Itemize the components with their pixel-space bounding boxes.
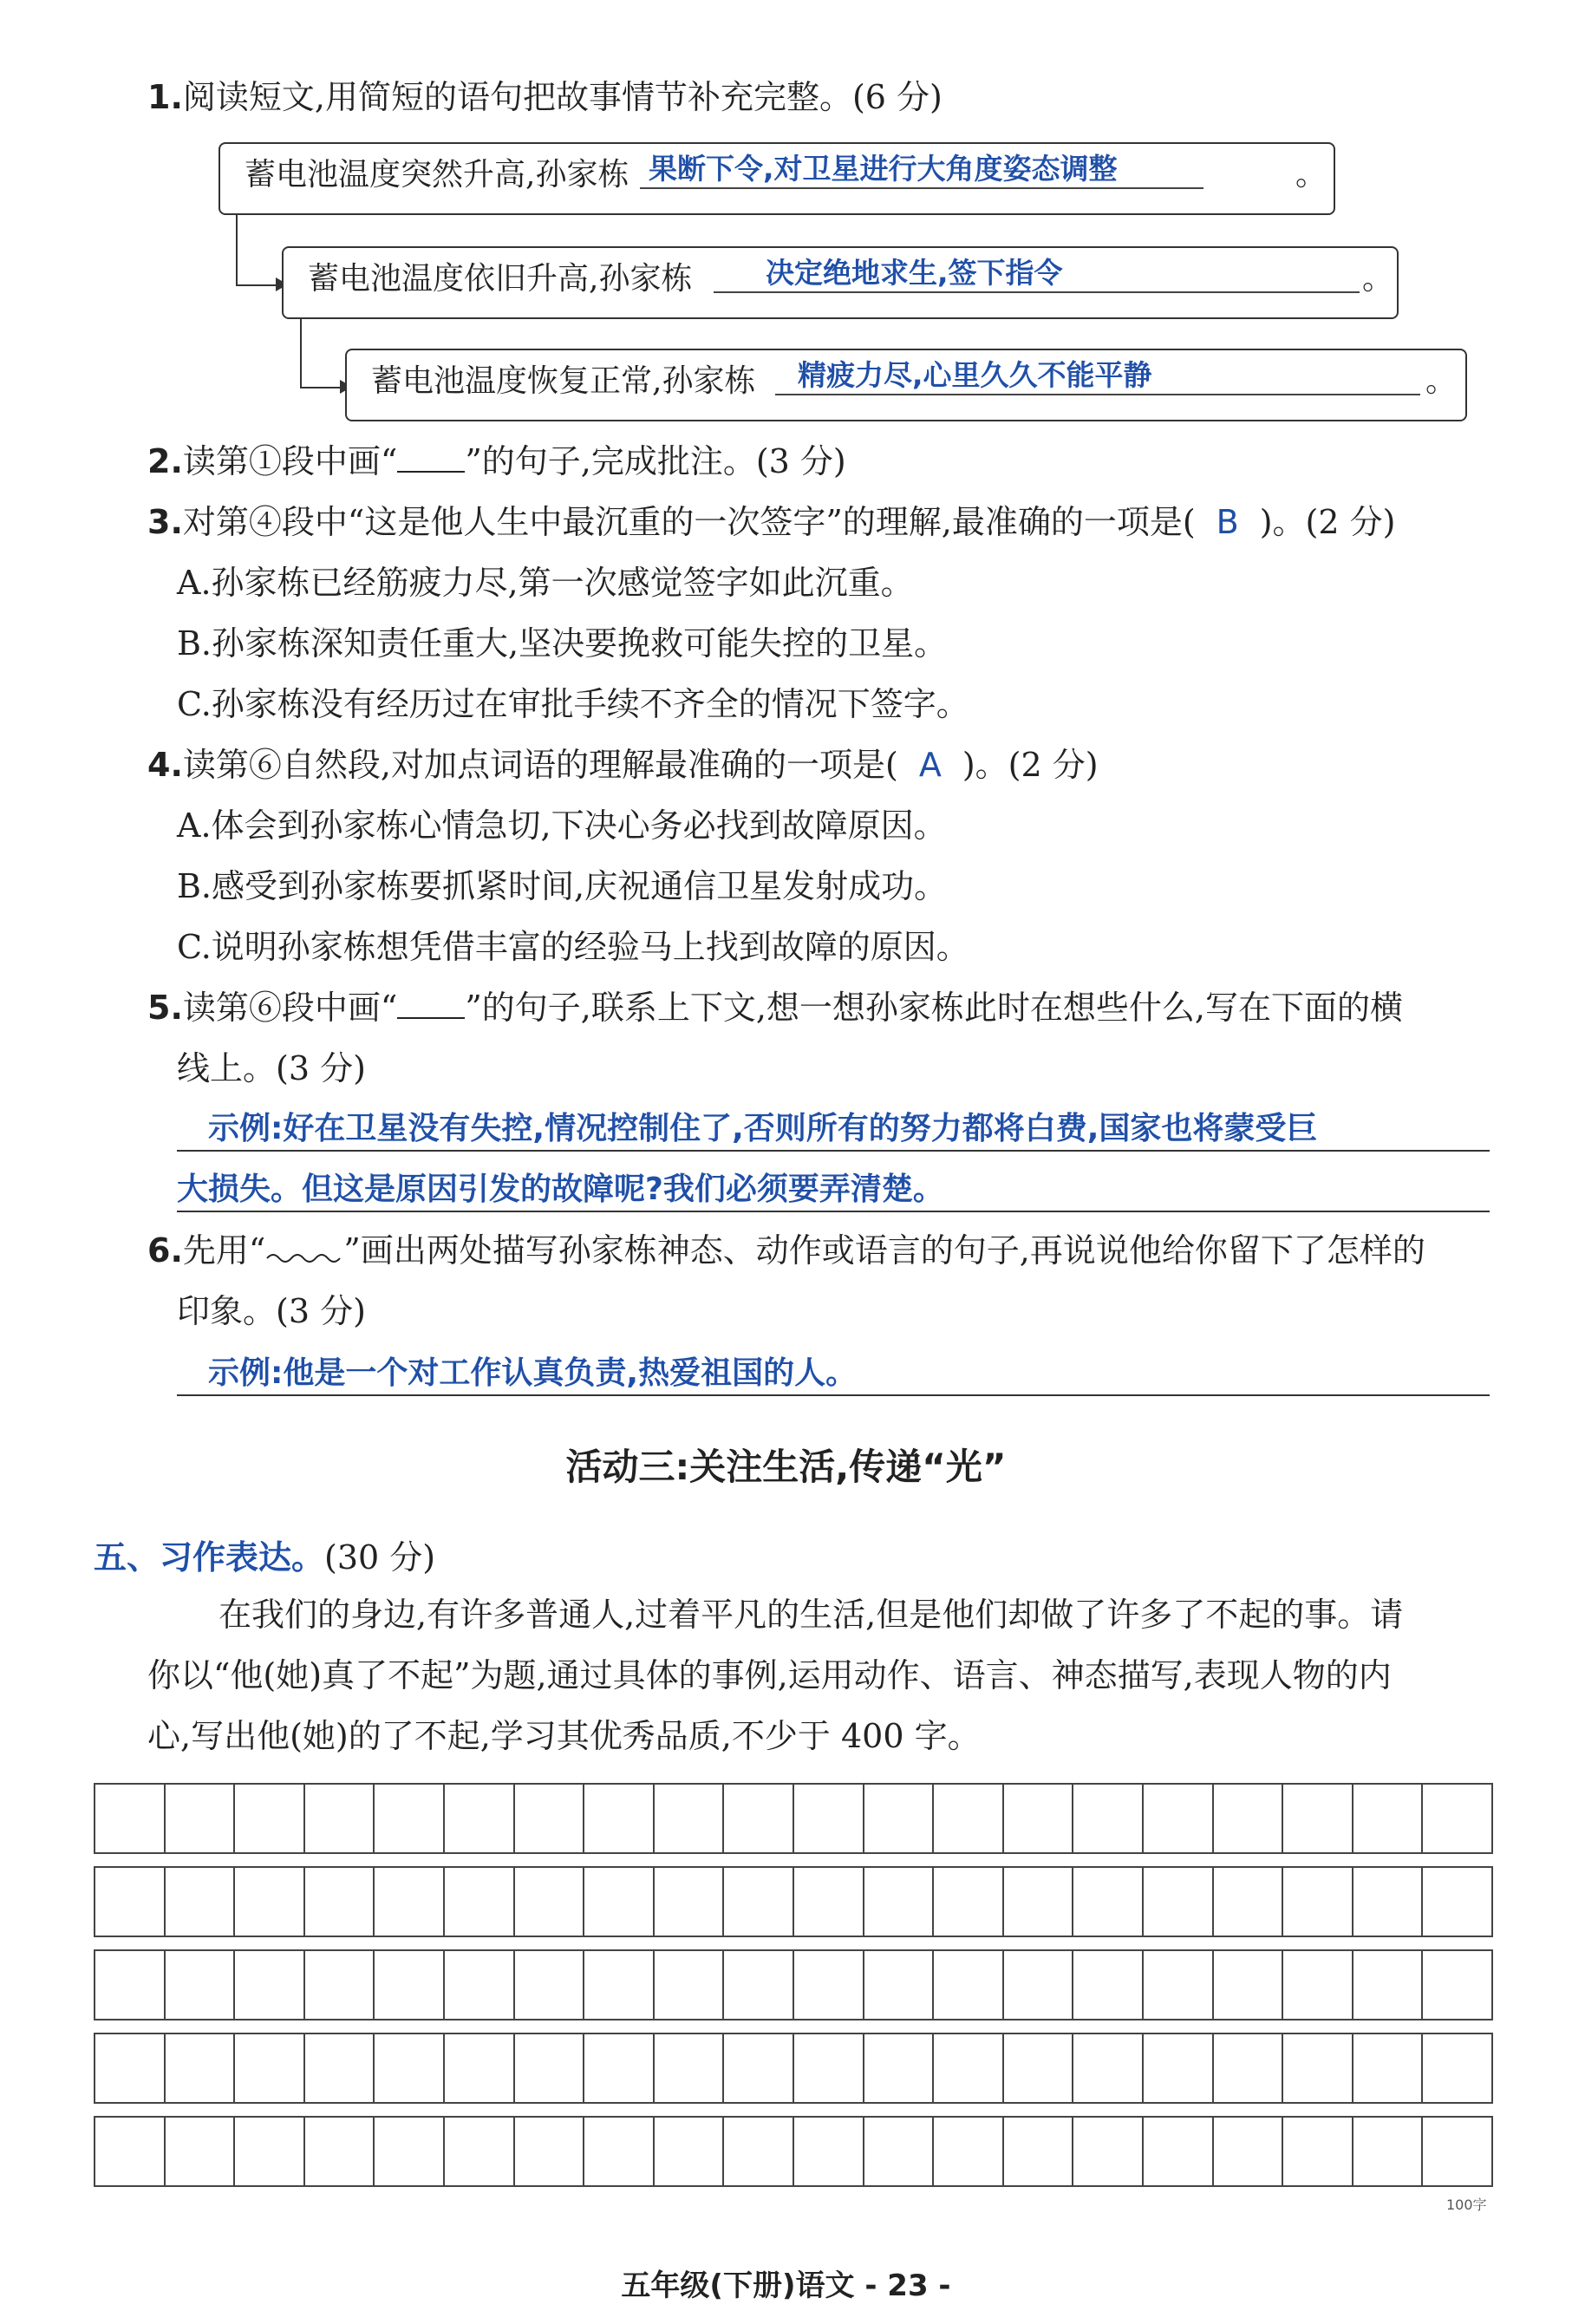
- grid-cell[interactable]: [724, 1868, 794, 1936]
- grid-cell[interactable]: [934, 1951, 1004, 2019]
- plot-box-3-answer: 精疲力尽,心里久久不能平静: [798, 358, 1152, 392]
- grid-cell[interactable]: [584, 1785, 655, 1852]
- grid-cell[interactable]: [724, 1785, 794, 1852]
- grid-cell[interactable]: [305, 2034, 375, 2102]
- grid-cell[interactable]: [1073, 2118, 1144, 2185]
- connector-1: [236, 213, 279, 286]
- plot-box-1-answer-line[interactable]: [640, 151, 1203, 189]
- grid-cell[interactable]: [445, 2118, 515, 2185]
- grid-cell[interactable]: [375, 2118, 445, 2185]
- plot-box-2-answer-line[interactable]: [714, 255, 1360, 293]
- grid-cell[interactable]: [166, 1785, 236, 1852]
- q3-option-a: A.孙家栋已经筋疲力尽,第一次感觉签字如此沉重。: [177, 564, 914, 602]
- grid-cell[interactable]: [1214, 2118, 1284, 2185]
- grid-cell[interactable]: [724, 2034, 794, 2102]
- plot-box-2-prefix: 蓄电池温度依旧升高,孙家栋: [308, 261, 693, 297]
- q5-stem: [147, 987, 1403, 1028]
- grid-cell[interactable]: [235, 1868, 305, 1936]
- grid-cell[interactable]: [794, 2034, 864, 2102]
- grid-row[interactable]: [94, 2116, 1493, 2187]
- grid-cell[interactable]: [515, 2034, 585, 2102]
- plot-box-1-answer: 果断下令,对卫星进行大角度姿态调整: [649, 152, 1118, 186]
- section5-para-2: 你以“他(她)真了不起”为题,通过具体的事例,运用动作、语言、神态描写,表现人物的内: [147, 1656, 1392, 1694]
- q5-text-after: ”的句子,联系上下文,想一想孙家栋此时在想些什么,写在下面的横: [465, 989, 1403, 1027]
- grid-cell[interactable]: [1073, 2034, 1144, 2102]
- grid-cell[interactable]: [166, 1868, 236, 1936]
- grid-cell[interactable]: [95, 2118, 166, 2185]
- grid-cell[interactable]: [95, 1785, 166, 1852]
- grid-cell[interactable]: [864, 2118, 935, 2185]
- grid-cell[interactable]: [794, 2118, 864, 2185]
- grid-cell[interactable]: [375, 1951, 445, 2019]
- grid-cell[interactable]: [515, 1785, 585, 1852]
- grid-cell[interactable]: [166, 1951, 236, 2019]
- grid-cell[interactable]: [1423, 1951, 1491, 2019]
- q4-option-b: B.感受到孙家栋要抓紧时间,庆祝通信卫星发射成功。: [177, 867, 948, 905]
- grid-cell[interactable]: [1353, 2034, 1424, 2102]
- grid-cell[interactable]: [445, 2034, 515, 2102]
- q5-answer-1: 示例:好在卫星没有失控,情况控制住了,否则所有的努力都将白费,国家也将蒙受巨: [208, 1111, 1318, 1146]
- grid-cell[interactable]: [655, 2118, 725, 2185]
- grid-cell[interactable]: [305, 1868, 375, 1936]
- grid-cell[interactable]: [375, 1785, 445, 1852]
- grid-cell[interactable]: [235, 2034, 305, 2102]
- q6-answer-line[interactable]: [177, 1351, 1490, 1396]
- grid-cell[interactable]: [1423, 2118, 1491, 2185]
- grid-cell[interactable]: [934, 1868, 1004, 1936]
- grid-cell[interactable]: [515, 2118, 585, 2185]
- grid-cell[interactable]: [1353, 1951, 1424, 2019]
- plot-box-2-answer: 决定绝地求生,签下指令: [766, 256, 1063, 290]
- q6-number: 6.: [147, 1231, 183, 1270]
- q4-number: 4.: [147, 746, 183, 784]
- grid-cell[interactable]: [1004, 2034, 1074, 2102]
- section5-header: [94, 1537, 435, 1578]
- grid-cell[interactable]: [794, 1868, 864, 1936]
- plot-box-3: [345, 349, 1467, 421]
- grid-cell[interactable]: [864, 2034, 935, 2102]
- grid-cell[interactable]: [375, 1868, 445, 1936]
- grid-cell[interactable]: [584, 2034, 655, 2102]
- grid-cell[interactable]: [1283, 1951, 1353, 2019]
- q5-text-before: 读第⑥段中画“: [182, 989, 398, 1027]
- plot-box-2: [282, 246, 1399, 319]
- plot-box-1-end: 。: [1295, 157, 1327, 193]
- grid-cell[interactable]: [584, 1951, 655, 2019]
- grid-cell[interactable]: [1423, 1785, 1491, 1852]
- q2-text-before: 读第①段中画“: [182, 442, 398, 480]
- q5-number: 5.: [147, 989, 183, 1027]
- plot-box-3-answer-line[interactable]: [775, 357, 1420, 395]
- grid-cell[interactable]: [724, 2118, 794, 2185]
- grid-cell[interactable]: [864, 1951, 935, 2019]
- section5-title: 五、习作表达。: [94, 1538, 325, 1577]
- grid-cell[interactable]: [1283, 1785, 1353, 1852]
- grid-cell[interactable]: [655, 1785, 725, 1852]
- grid-row[interactable]: [94, 1866, 1493, 1937]
- grid-cell[interactable]: [166, 2034, 236, 2102]
- q3-stem: [147, 501, 1395, 543]
- grid-cell[interactable]: [934, 1785, 1004, 1852]
- q6-stem-line2: 印象。(3 分): [177, 1292, 366, 1330]
- grid-cell[interactable]: [515, 1951, 585, 2019]
- page-footer: 五年级(下册)语文 - 23 -: [621, 2269, 951, 2303]
- grid-cell[interactable]: [1353, 2118, 1424, 2185]
- plot-box-3-prefix: 蓄电池温度恢复正常,孙家栋: [371, 363, 756, 399]
- grid-cell[interactable]: [375, 2034, 445, 2102]
- q2-underline-mark: [397, 441, 465, 473]
- q1-text: 阅读短文,用简短的语句把故事情节补充完整。(6 分): [182, 78, 943, 116]
- grid-cell[interactable]: [794, 1785, 864, 1852]
- grid-cell[interactable]: [1004, 1951, 1074, 2019]
- q4-stem: [147, 744, 1099, 786]
- grid-cell[interactable]: [1353, 1868, 1424, 1936]
- q3-answer[interactable]: B: [1216, 503, 1239, 541]
- grid-cell[interactable]: [1214, 1785, 1284, 1852]
- q3-text-after: )。(2 分): [1259, 503, 1396, 541]
- q5-underline-mark: [397, 988, 465, 1019]
- grid-cell[interactable]: [515, 1868, 585, 1936]
- plot-box-3-end: 。: [1425, 363, 1458, 399]
- grid-cell[interactable]: [445, 1951, 515, 2019]
- grid-cell[interactable]: [1073, 1785, 1144, 1852]
- grid-cell[interactable]: [1214, 1868, 1284, 1936]
- connector-2: [300, 317, 343, 388]
- plot-box-2-end: 。: [1362, 261, 1394, 297]
- section5-para-3: 心,写出他(她)的了不起,学习其优秀品质,不少于 400 字。: [147, 1717, 981, 1755]
- grid-cell[interactable]: [305, 2118, 375, 2185]
- q5-answer-line-2[interactable]: [177, 1167, 1490, 1212]
- grid-cell[interactable]: [1144, 2118, 1214, 2185]
- q6-text-before: 先用“: [182, 1231, 266, 1270]
- q3-option-b: B.孙家栋深知责任重大,坚决要挽救可能失控的卫星。: [177, 624, 948, 663]
- section5-score: (30 分): [324, 1538, 436, 1577]
- grid-cell[interactable]: [1144, 2034, 1214, 2102]
- grid-row[interactable]: [94, 1949, 1493, 2020]
- grid-cell[interactable]: [934, 2034, 1004, 2102]
- grid-cell[interactable]: [95, 2034, 166, 2102]
- grid-cell[interactable]: [584, 2118, 655, 2185]
- grid-cell[interactable]: [235, 2118, 305, 2185]
- grid-cell[interactable]: [1283, 2118, 1353, 2185]
- section5-para-1: 在我们的身边,有许多普通人,过着平凡的生活,但是他们却做了许多了不起的事。请: [219, 1596, 1404, 1634]
- grid-cell[interactable]: [1144, 1868, 1214, 1936]
- grid-cell[interactable]: [95, 1951, 166, 2019]
- q4-option-c: C.说明孙家栋想凭借丰富的经验马上找到故障的原因。: [177, 928, 969, 966]
- grid-row[interactable]: [94, 1783, 1493, 1854]
- grid-cell[interactable]: [235, 1785, 305, 1852]
- grid-cell[interactable]: [655, 2034, 725, 2102]
- q6-wavy-line-mark: [265, 1236, 343, 1262]
- grid-cell[interactable]: [1073, 1868, 1144, 1936]
- grid-cell[interactable]: [1214, 1951, 1284, 2019]
- grid-cell[interactable]: [724, 1951, 794, 2019]
- grid-row[interactable]: [94, 2033, 1493, 2104]
- q4-text-after: )。(2 分): [962, 746, 1099, 784]
- q6-text-after: ”画出两处描写孙家栋神态、动作或语言的句子,再说说他给你留下了怎样的: [343, 1231, 1425, 1270]
- grid-cell[interactable]: [1214, 2034, 1284, 2102]
- grid-cell[interactable]: [166, 2118, 236, 2185]
- activity-title: 活动三:关注生活,传递“光”: [565, 1446, 1007, 1488]
- grid-cell[interactable]: [584, 1868, 655, 1936]
- grid-cell[interactable]: [1423, 1868, 1491, 1936]
- plot-box-1: [219, 142, 1335, 215]
- grid-cell[interactable]: [1004, 2118, 1074, 2185]
- q1-stem: [147, 76, 943, 118]
- q3-number: 3.: [147, 503, 183, 541]
- q1-number: 1.: [147, 78, 183, 116]
- grid-cell[interactable]: [1144, 1785, 1214, 1852]
- grid-cell[interactable]: [445, 1868, 515, 1936]
- q3-option-c: C.孙家栋没有经历过在审批手续不齐全的情况下签字。: [177, 685, 969, 723]
- q4-text-before: 读第⑥自然段,对加点词语的理解最准确的一项是(: [182, 746, 898, 784]
- grid-cell[interactable]: [1004, 1868, 1074, 1936]
- grid-cell[interactable]: [655, 1868, 725, 1936]
- q5-stem-line2: 线上。(3 分): [177, 1049, 366, 1087]
- grid-cell[interactable]: [1423, 2034, 1491, 2102]
- grid-cell[interactable]: [305, 1785, 375, 1852]
- grid-cell[interactable]: [95, 1868, 166, 1936]
- writing-grid[interactable]: [94, 1783, 1493, 2199]
- q6-answer: 示例:他是一个对工作认真负责,热爱祖国的人。: [208, 1355, 858, 1391]
- grid-cell[interactable]: [1283, 1868, 1353, 1936]
- q2-text-after: ”的句子,完成批注。(3 分): [465, 442, 846, 480]
- q5-answer-2: 大损失。但这是原因引发的故障呢?我们必须要弄清楚。: [177, 1172, 944, 1207]
- grid-cell[interactable]: [305, 1951, 375, 2019]
- q6-stem: [147, 1230, 1425, 1271]
- q2-stem: [147, 441, 846, 482]
- grid-cell[interactable]: [794, 1951, 864, 2019]
- plot-box-1-prefix: 蓄电池温度突然升高,孙家栋: [245, 157, 629, 193]
- grid-count-label: 100字: [1446, 2197, 1487, 2213]
- grid-cell[interactable]: [1004, 1785, 1074, 1852]
- q3-text-before: 对第④段中“这是他人生中最沉重的一次签字”的理解,最准确的一项是(: [182, 503, 1196, 541]
- grid-cell[interactable]: [655, 1951, 725, 2019]
- grid-cell[interactable]: [864, 1785, 935, 1852]
- q2-number: 2.: [147, 442, 183, 480]
- grid-cell[interactable]: [235, 1951, 305, 2019]
- grid-cell[interactable]: [934, 2118, 1004, 2185]
- q4-option-a: A.体会到孙家栋心情急切,下决心务必找到故障原因。: [177, 806, 947, 845]
- q5-answer-line-1[interactable]: [177, 1107, 1490, 1152]
- grid-cell[interactable]: [1353, 1785, 1424, 1852]
- grid-cell[interactable]: [864, 1868, 935, 1936]
- q4-answer[interactable]: A: [918, 746, 942, 784]
- grid-cell[interactable]: [445, 1785, 515, 1852]
- grid-cell[interactable]: [1144, 1951, 1214, 2019]
- grid-cell[interactable]: [1073, 1951, 1144, 2019]
- grid-cell[interactable]: [1283, 2034, 1353, 2102]
